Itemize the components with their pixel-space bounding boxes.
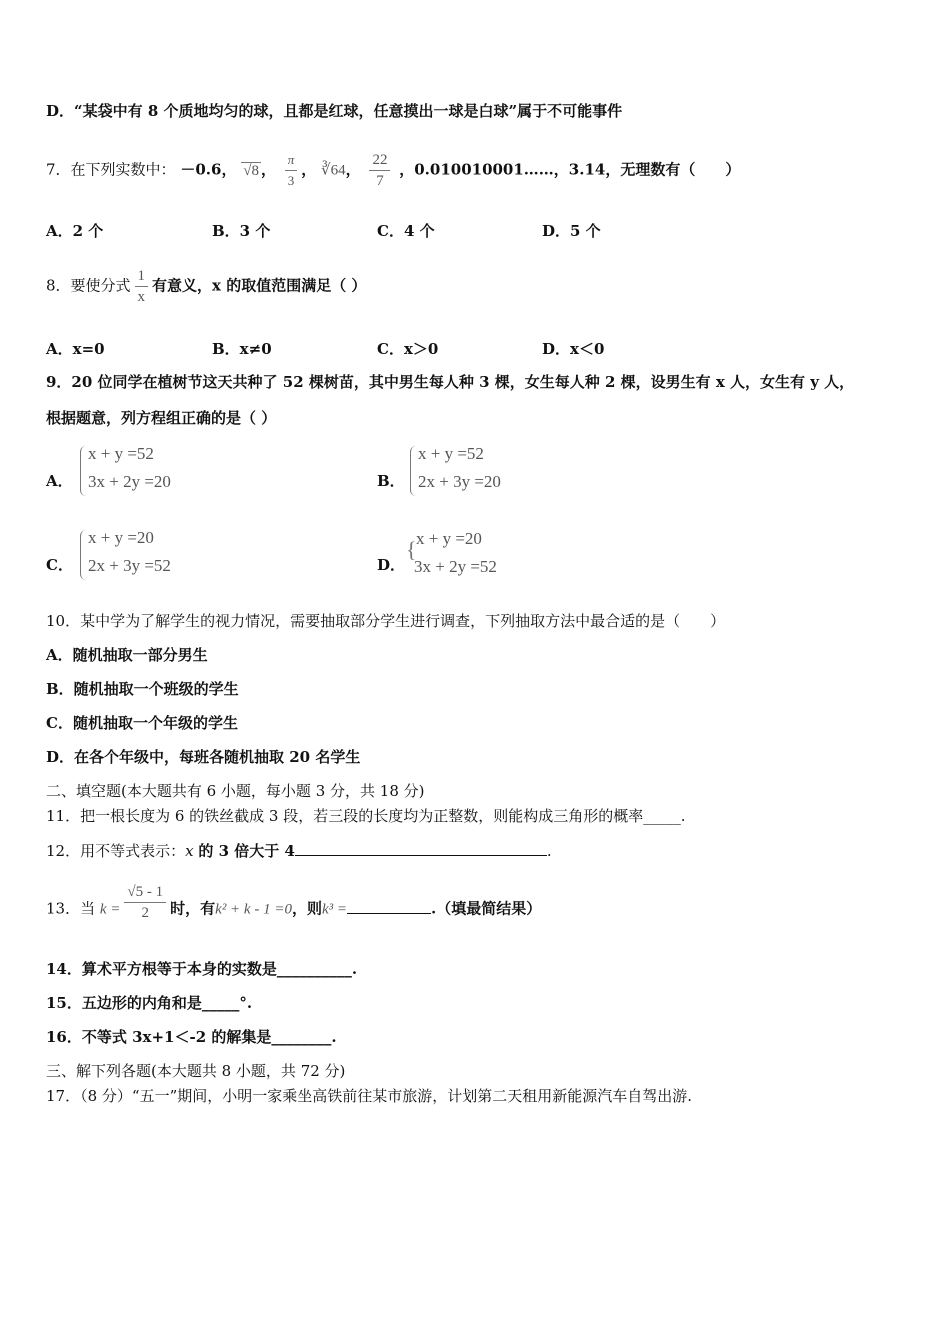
q9-b-eq1: x + y =52 [418,444,484,463]
q7-three: 3 [287,173,295,188]
q7-item-pi-over-3 [285,150,298,191]
q11: 11．把一根长度为 6 的铁丝截成 3 段，若三段的长度均为正整数，则能构成三角形的概率_____. [46,807,686,825]
q12-suffix: 的 3 倍大于 4 [198,842,295,860]
q9-line-1: 9．20 位同学在植树节这天共种了 52 棵树苗，其中男生每人种 3 棵，女生每人种 2 棵，设男生有 x 人，女生有 y 人， [46,373,855,391]
q13-mid: 时，有 [170,899,216,918]
q9-line-2: 根据题意，列方程组正确的是（ ） [46,409,277,427]
q13-frac-den: 2 [141,905,150,921]
q15: 15．五边形的内角和是_____°. [46,994,253,1012]
q12-end: . [546,842,552,860]
q8-option-d: D．x＜0 [542,340,605,358]
q8-suffix: 有意义，x 的取值范围满足（ ） [152,276,367,295]
q12-prefix: 12．用不等式表示： [46,842,186,860]
q8-option-b: B．x≠0 [212,340,272,358]
q7-prefix: 7．在下列实数中： [46,160,176,179]
q13-k3: k³ = [321,901,348,918]
q13-equation: k² + k - 1 =0 [215,901,292,918]
q13-frac-num: √5 - 1 [124,882,166,903]
q6-option-d: D．“某袋中有 8 个质地均匀的球，且都是红球，任意摸出一球是白球”属于不可能事件 [46,102,623,120]
q10-stem: 10．某中学为了解学生的视力情况，需要抽取部分学生进行调查，下列抽取方法中最合适的是（ ） [46,612,726,630]
q9-b-eq2: 2x + 3y =20 [418,472,501,491]
q7-tail: ，0.010010001……，3.14，无理数有（ ） [399,160,741,179]
q7-22: 22 [369,150,390,171]
q7-sep-4: ， [345,160,361,179]
brace-icon: { [406,537,417,562]
q7-sep-1: ， [221,160,237,179]
q7-option-a: A．2 个 [46,222,104,240]
q7-option-b: B．3 个 [212,222,271,240]
q17: 17．（8 分）“五一”期间，小明一家乘坐高铁前往某市旅游，计划第二天租用新能源汽车自驾出游. [46,1087,693,1105]
q8-frac-den: x [137,289,146,305]
brace-icon [80,446,87,496]
brace-icon [410,446,417,496]
q7-item-1: －0.6 [180,160,222,179]
q9-a-eq1: x + y =52 [88,444,154,463]
brace-icon [80,530,87,580]
section-3-heading: 三、解下列各题(本大题共 8 小题，共 72 分) [46,1062,346,1080]
q10-option-c: C．随机抽取一个年级的学生 [46,714,238,732]
q9-option-b-label: B． [377,472,405,490]
q10-option-a: A．随机抽取一部分男生 [46,646,208,664]
q13-fraction [124,882,166,923]
q12 [46,841,552,861]
q8-option-c: C．x＞0 [377,340,439,358]
q9-a-eq2: 3x + 2y =20 [88,472,171,491]
q8-prefix: 8．要使分式 [46,276,131,295]
q10-option-b: B．随机抽取一个班级的学生 [46,680,239,698]
q12-var: x [185,842,194,860]
q7-7: 7 [376,173,384,189]
q9-c-eq1: x + y =20 [88,528,154,547]
q13 [46,884,542,923]
q7-item-22-over-7 [369,150,390,191]
q13-k: k = [99,901,121,918]
q7-option-d: D．5 个 [542,222,601,240]
section-2-heading: 二、填空题(本大题共有 6 小题，每小题 3 分，共 18 分) [46,782,425,800]
q7-stem [46,150,740,191]
q7-sep-2: ， [260,160,276,179]
q9-option-c-label: C． [46,556,73,574]
q9-d-eq1: x + y =20 [416,529,482,548]
q13-prefix: 13．当 [46,899,96,918]
q8-option-a: A．x=0 [46,340,105,358]
q9-option-d-label: D． [377,556,406,574]
q14: 14．算术平方根等于本身的实数是__________. [46,960,358,978]
q16: 16．不等式 3x+1＜-2 的解集是________. [46,1028,337,1046]
q9-option-a-label: A． [46,472,73,490]
q8-fraction [135,266,149,307]
q9-c-eq2: 2x + 3y =52 [88,556,171,575]
q13-mid2: ，则 [291,899,322,918]
q7-item-cuberoot64: ∛64 [321,162,346,179]
q9-d-eq2: 3x + 2y =52 [414,557,497,576]
q13-end: .（填最简结果） [431,899,542,918]
q8-frac-num: 1 [135,266,149,287]
q12-answer-blank[interactable] [295,855,547,856]
q7-pi: π [285,150,298,171]
q7-option-c: C．4 个 [377,222,435,240]
q8-stem [46,266,366,307]
q7-sep-3: ， [301,160,317,179]
q7-item-sqrt8: √8 [243,162,259,179]
q10-option-d: D．在各个年级中，每班各随机抽取 20 名学生 [46,748,361,766]
q13-answer-blank[interactable] [347,913,431,914]
